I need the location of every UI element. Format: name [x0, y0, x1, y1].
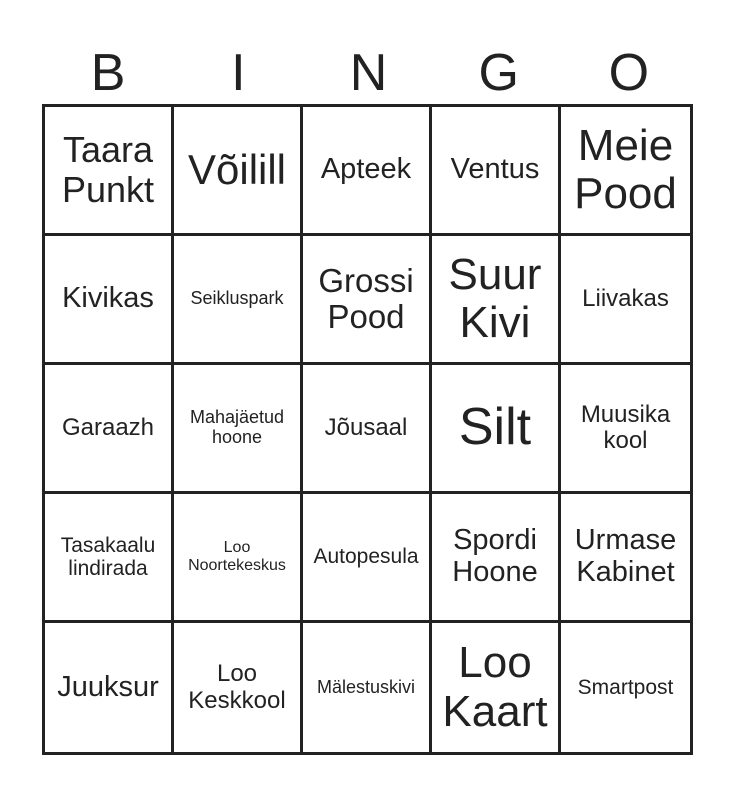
- bingo-cell[interactable]: [45, 623, 174, 752]
- cell-label: Urmase Kabinet: [574, 524, 677, 588]
- bingo-cell[interactable]: [174, 236, 303, 365]
- bingo-cell[interactable]: [303, 365, 432, 494]
- bingo-cell[interactable]: [432, 494, 561, 623]
- bingo-cell[interactable]: [174, 365, 303, 494]
- bingo-cell[interactable]: [432, 107, 561, 236]
- cell-label: Loo Noortekeskus: [188, 539, 286, 574]
- cell-label: Taara Punkt: [61, 129, 155, 210]
- bingo-header: [43, 40, 694, 106]
- header-letter-n: N: [349, 44, 388, 102]
- cell-label: Loo Kaart: [442, 638, 548, 736]
- cell-label: Muusika kool: [580, 400, 671, 454]
- bingo-board: [42, 104, 693, 755]
- cell-label: Võilill: [187, 145, 287, 193]
- bingo-cell[interactable]: [174, 107, 303, 236]
- bingo-cell[interactable]: [174, 494, 303, 623]
- cell-label: Meie Pood: [574, 120, 677, 218]
- header-letter-o: O: [608, 44, 650, 102]
- cell-label: Smartpost: [577, 675, 674, 699]
- bingo-cell[interactable]: [303, 494, 432, 623]
- bingo-cell[interactable]: [45, 107, 174, 236]
- cell-label: Juuksur: [57, 670, 159, 703]
- bingo-cell[interactable]: [303, 623, 432, 752]
- cell-label: Ventus: [450, 153, 540, 186]
- cell-label: Liivakas: [582, 284, 669, 312]
- cell-label: Autopesula: [313, 545, 419, 569]
- bingo-cell[interactable]: [561, 494, 690, 623]
- bingo-cell[interactable]: [432, 365, 561, 494]
- bingo-cell[interactable]: [561, 236, 690, 365]
- header-letter-b: B: [90, 44, 126, 102]
- bingo-cell[interactable]: [45, 236, 174, 365]
- cell-label: Garaazh: [61, 413, 155, 441]
- bingo-cell[interactable]: [432, 623, 561, 752]
- cell-label: Tasakaalu lindirada: [60, 533, 156, 580]
- bingo-cell[interactable]: [561, 623, 690, 752]
- cell-label: Silt: [458, 398, 532, 457]
- bingo-cell[interactable]: [303, 107, 432, 236]
- cell-label: Apteek: [320, 153, 412, 186]
- cell-label: Grossi Pood: [318, 261, 414, 335]
- bingo-cell[interactable]: [45, 494, 174, 623]
- cell-label: Jõusaal: [324, 413, 408, 441]
- header-letter-g: G: [478, 44, 519, 102]
- bingo-cell[interactable]: [174, 623, 303, 752]
- header-letter-i: I: [231, 44, 246, 102]
- cell-label: Seikluspark: [190, 288, 284, 309]
- bingo-cell[interactable]: [45, 365, 174, 494]
- bingo-cell[interactable]: [303, 236, 432, 365]
- cell-label: Mälestuskivi: [316, 676, 416, 697]
- cell-label: Spordi Hoone: [452, 524, 538, 588]
- cell-label: Mahajäetud hoone: [189, 407, 285, 447]
- bingo-cell[interactable]: [561, 365, 690, 494]
- bingo-cell[interactable]: [561, 107, 690, 236]
- cell-label: Loo Keskkool: [188, 660, 286, 714]
- bingo-cell[interactable]: [432, 236, 561, 365]
- cell-label: Kivikas: [62, 282, 154, 315]
- cell-label: Suur Kivi: [448, 249, 542, 347]
